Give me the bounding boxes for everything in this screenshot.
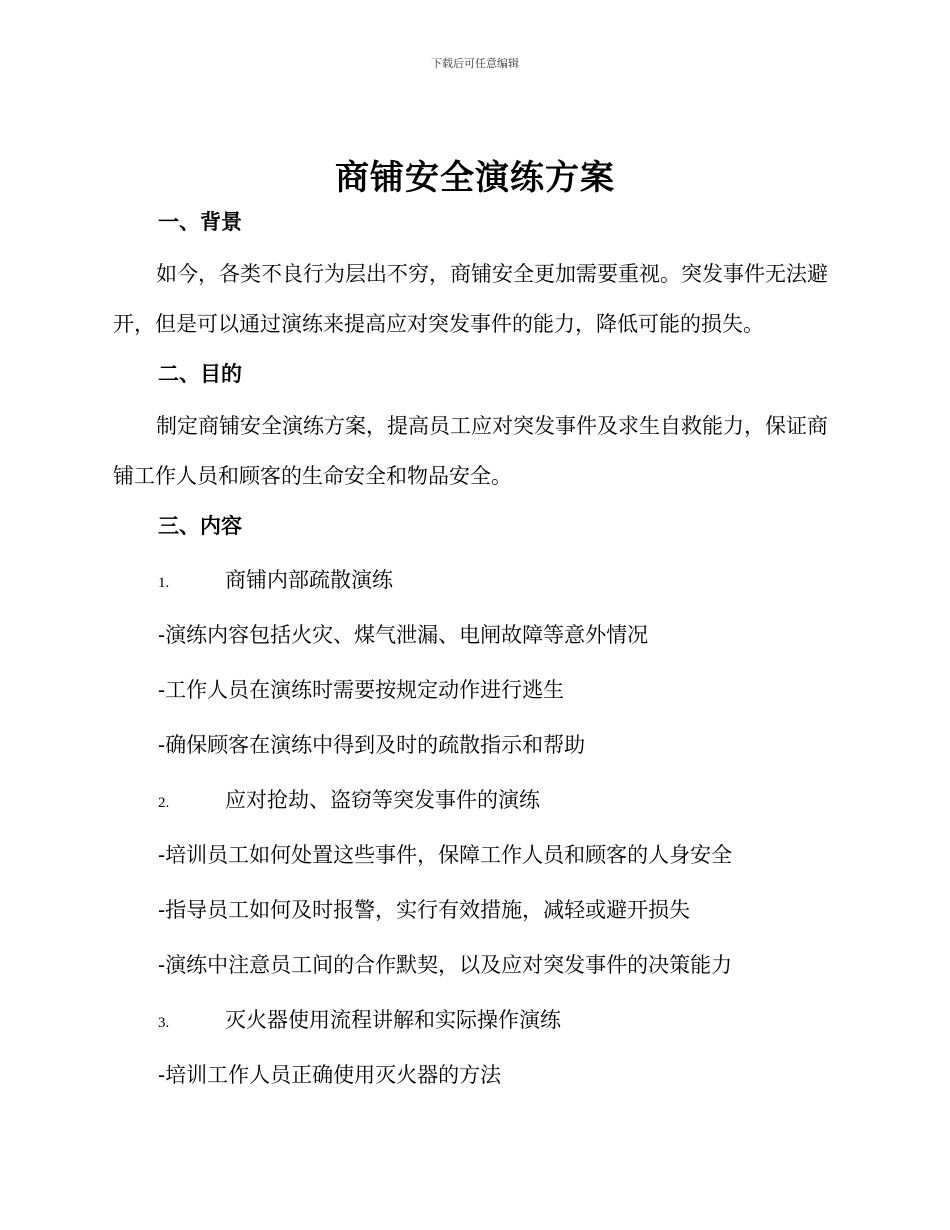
content-bullet: -培训员工如何处置这些事件，保障工作人员和顾客的人身安全 <box>158 843 733 867</box>
section-heading-content: 三、内容 <box>158 514 242 538</box>
content-item-title: 灭火器使用流程讲解和实际操作演练 <box>225 1008 561 1032</box>
content-bullet: -指导员工如何及时报警，实行有效措施，减轻或避开损失 <box>158 898 691 922</box>
content-item-1 <box>158 564 393 594</box>
content-item-3 <box>158 1004 561 1034</box>
content-bullet: -演练内容包括火灾、煤气泄漏、电闸故障等意外情况 <box>158 623 649 647</box>
section-heading-purpose: 二、目的 <box>158 362 242 386</box>
content-item-title: 商铺内部疏散演练 <box>225 568 393 592</box>
header-note: 下载后可任意编辑 <box>431 57 519 70</box>
section-heading-background: 一、背景 <box>158 210 242 234</box>
content-item-title: 应对抢劫、盗窃等突发事件的演练 <box>225 788 540 812</box>
content-item-number: 3. <box>158 1015 170 1031</box>
content-item-2 <box>158 784 540 814</box>
content-bullet: -确保顾客在演练中得到及时的疏散指示和帮助 <box>158 733 586 757</box>
content-bullet: -工作人员在演练时需要按规定动作进行逃生 <box>158 678 565 702</box>
content-bullet: -演练中注意员工间的合作默契，以及应对突发事件的决策能力 <box>158 953 733 977</box>
content-item-number: 1. <box>158 575 170 591</box>
section-paragraph-background: 如今，各类不良行为层出不穷，商铺安全更加需要重视。突发事件无法避开，但是可以通过演练来提高应对突发事件的能力，降低可能的损失。 <box>113 262 828 336</box>
content-bullet: -培训工作人员正确使用灭火器的方法 <box>158 1063 502 1087</box>
content-item-number: 2. <box>158 795 170 811</box>
document-title: 商铺安全演练方案 <box>335 158 615 198</box>
section-paragraph-purpose: 制定商铺安全演练方案，提高员工应对突发事件及求生自救能力，保证商铺工作人员和顾客的生命安全和物品安全。 <box>113 414 828 488</box>
